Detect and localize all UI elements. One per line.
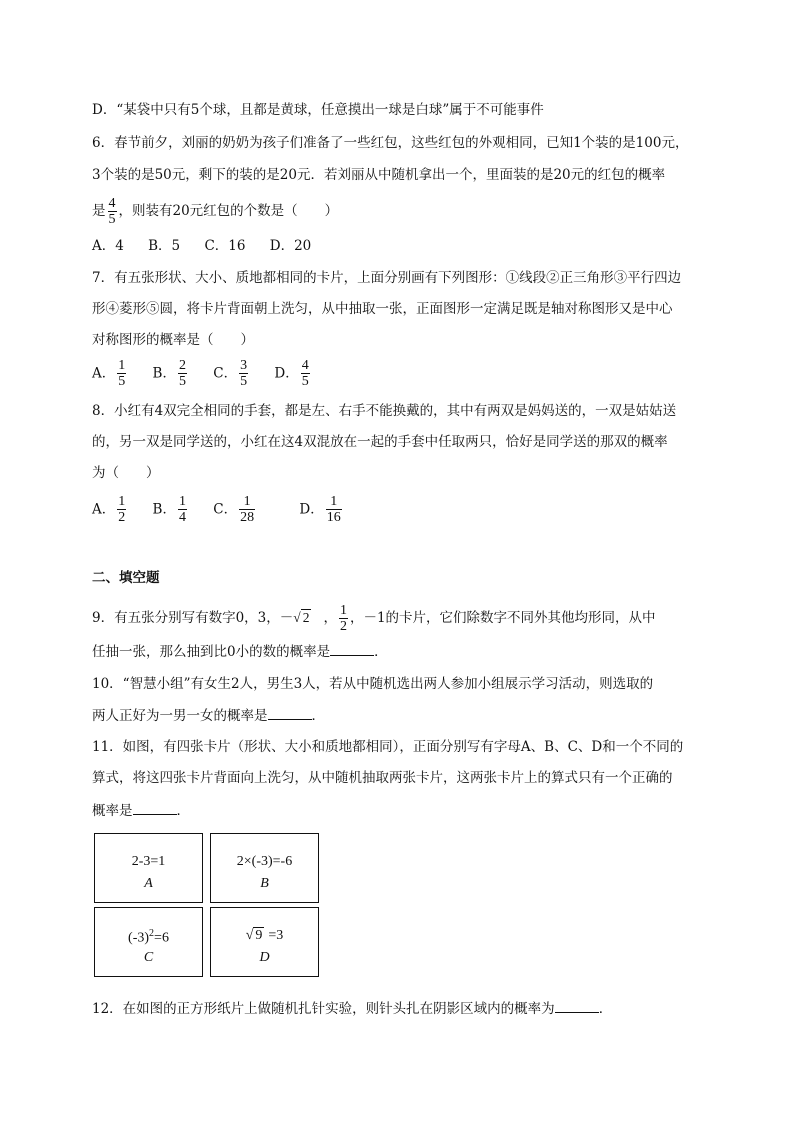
- q11-answer-blank: [133, 800, 177, 815]
- q8-line-3: 为（ ）: [92, 465, 160, 481]
- q6-option-b: B．5: [148, 238, 181, 254]
- q8-a-den: 2: [118, 510, 126, 525]
- q12-period: ．: [598, 1001, 613, 1017]
- q6-line-1: 6．春节前夕，刘丽的奶奶为孩子们准备了一些红包，这些红包的外观相同，已知1个装的是100元，: [92, 135, 689, 151]
- q7-d-num: 4: [301, 358, 309, 373]
- q12-line: [92, 998, 612, 1019]
- q10-line-2-text: 两人正好为一男一女的概率是: [92, 708, 268, 724]
- q6-options: [92, 236, 331, 256]
- section-heading: 二、填空题: [92, 570, 160, 586]
- q7-option-c-label: C．: [213, 365, 238, 382]
- q8-line-2: 的，另一双是同学送的，小红在这4双混放在一起的手套中任取两只，恰好是同学送的那双的概率: [92, 434, 668, 450]
- q10-line-2: [92, 705, 325, 726]
- q8-option-c-label: C．: [213, 501, 238, 518]
- q8-options: [92, 494, 364, 525]
- q7-option-c-fraction: [239, 358, 248, 389]
- q7-line-2: 形④菱形⑤圆，将卡片背面朝上洗匀，从中抽取一张，正面图形一定满足既是轴对称图形又是中心: [92, 301, 673, 317]
- q6-fraction: [108, 196, 117, 227]
- q6-option-a: A．4: [92, 238, 124, 254]
- q11-period: ．: [176, 803, 190, 819]
- q8-option-d-label: D．: [299, 501, 324, 518]
- q8-b-num: 1: [178, 494, 186, 509]
- q6-fraction-num: 4: [108, 196, 116, 211]
- q11-line-3: [92, 800, 190, 821]
- q8-c-num: 1: [243, 494, 251, 509]
- q8-option-d: [299, 494, 343, 525]
- card-d-radicand: 9: [255, 928, 263, 943]
- card-a: [94, 833, 203, 903]
- q8-option-a: [92, 494, 128, 525]
- card-b-letter: B: [260, 876, 269, 891]
- card-d-sqrt: √ 9: [245, 928, 263, 943]
- q10-answer-blank: [268, 705, 312, 720]
- q7-option-a-label: A．: [92, 365, 116, 382]
- q7-line-3: 对称图形的概率是（ ）: [92, 332, 254, 348]
- q9-post: ，－1的卡片，它们除数字不同外其他均形同，从中: [349, 610, 656, 626]
- q12-text: 12．在如图的正方形纸片上做随机扎针实验，则针头扎在阴影区域内的概率为: [92, 1001, 555, 1017]
- q7-b-den: 5: [178, 374, 186, 389]
- card-a-expression: 2-3=1: [131, 854, 166, 869]
- q7-option-a: [92, 358, 128, 389]
- q9-fraction: [339, 603, 348, 634]
- card-b: [210, 833, 319, 903]
- q7-c-num: 3: [240, 358, 248, 373]
- q8-option-b: [153, 494, 189, 525]
- card-c: [94, 907, 203, 977]
- q11-line-3-text: 概率是: [92, 803, 133, 819]
- sqrt-radicand: 2: [302, 610, 310, 625]
- q6-fraction-den: 5: [108, 212, 116, 227]
- card-c-exponent: 2: [149, 928, 155, 939]
- q8-c-den: 28: [240, 510, 255, 525]
- q9-period: ．: [374, 644, 388, 660]
- q7-option-d: [274, 358, 311, 389]
- q8-option-b-label: B．: [152, 501, 176, 518]
- q6-line-3-pre: 是: [92, 203, 106, 219]
- q6-option-d: D．20: [269, 238, 312, 254]
- card-c-rest: =6: [154, 930, 169, 946]
- q8-option-c-fraction: [239, 494, 255, 525]
- q8-option-b-fraction: [178, 494, 187, 525]
- q9-line-1: [92, 603, 656, 634]
- q8-d-den: 16: [326, 510, 341, 525]
- card-c-expression: [95, 928, 202, 947]
- q8-option-a-label: A．: [92, 501, 116, 518]
- q10-line-1: 10．“智慧小组”有女生2人，男生3人，若从中随机选出两人参加小组展示学习活动，则选取的: [92, 676, 654, 692]
- q7-a-den: 5: [118, 374, 126, 389]
- q6-line-3-post: ，则装有20元红包的个数是（ ）: [118, 203, 339, 219]
- q9-fraction-num: 1: [339, 603, 347, 618]
- card-d-rest: =3: [268, 928, 284, 943]
- q7-options: [92, 358, 332, 389]
- option-d-text: D．“某袋中只有5个球，且都是黄球，任意摸出一球是白球”属于不可能事件: [92, 102, 544, 118]
- q9-fraction-den: 2: [339, 619, 347, 634]
- q9-line-2: [92, 641, 388, 662]
- q6-line-3: [92, 196, 338, 227]
- sqrt-expression: √ 2: [293, 610, 310, 625]
- q8-line-1: 8．小红有4双完全相同的手套，都是左、右手不能换戴的，其中有两双是妈妈送的，一双是姑姑送: [92, 403, 677, 419]
- q8-a-num: 1: [118, 494, 126, 509]
- q8-option-d-fraction: [326, 494, 342, 525]
- q7-option-b-fraction: [178, 358, 187, 389]
- q7-d-den: 5: [301, 374, 309, 389]
- q7-option-d-fraction: [301, 358, 310, 389]
- card-d-letter: D: [259, 950, 270, 965]
- q7-option-d-label: D．: [274, 365, 299, 382]
- q7-option-b-label: B．: [152, 365, 176, 382]
- q10-period: ．: [311, 708, 325, 724]
- q7-option-a-fraction: [117, 358, 126, 389]
- q7-line-1: 7．有五张形状、大小、质地都相同的卡片，上面分别画有下列图形：①线段②正三角形③平行四边: [92, 270, 682, 286]
- card-b-expression: 2×(-3)=-6: [236, 854, 293, 869]
- q8-option-a-fraction: [117, 494, 126, 525]
- q7-a-num: 1: [118, 358, 126, 373]
- q6-line-2: 3个装的是50元，剩下的装的是20元．若刘丽从中随机拿出一个，里面装的是20元的红包的概率: [92, 167, 666, 183]
- card-c-base: (-3): [128, 930, 150, 946]
- card-d-expression: [211, 928, 318, 944]
- q11-line-1: 11．如图，有四张卡片（形状、大小和质地都相同），正面分别写有字母A、B、C、D和一个不同的: [92, 739, 684, 755]
- card-a-letter: A: [144, 876, 153, 891]
- q8-b-den: 4: [178, 510, 186, 525]
- card-c-letter: C: [143, 950, 154, 965]
- q9-line-2-text: 任抽一张，那么抽到比0小的数的概率是: [92, 644, 331, 660]
- q7-c-den: 5: [240, 374, 248, 389]
- q7-b-num: 2: [178, 358, 186, 373]
- q9-pre: 9．有五张分别写有数字0，3，－: [92, 610, 294, 626]
- q6-option-c: C．16: [204, 238, 246, 254]
- q7-option-c: [213, 358, 250, 389]
- q11-line-2: 算式，将这四张卡片背面向上洗匀，从中随机抽取两张卡片，这两张卡片上的算式只有一个正确的: [92, 770, 673, 786]
- q9-answer-blank: [330, 641, 374, 656]
- card-d: [210, 907, 319, 977]
- q8-d-num: 1: [330, 494, 338, 509]
- q12-answer-blank: [555, 998, 599, 1013]
- q7-option-b: [153, 358, 189, 389]
- q8-option-c: [213, 494, 257, 525]
- q9-mid: ，: [323, 610, 337, 626]
